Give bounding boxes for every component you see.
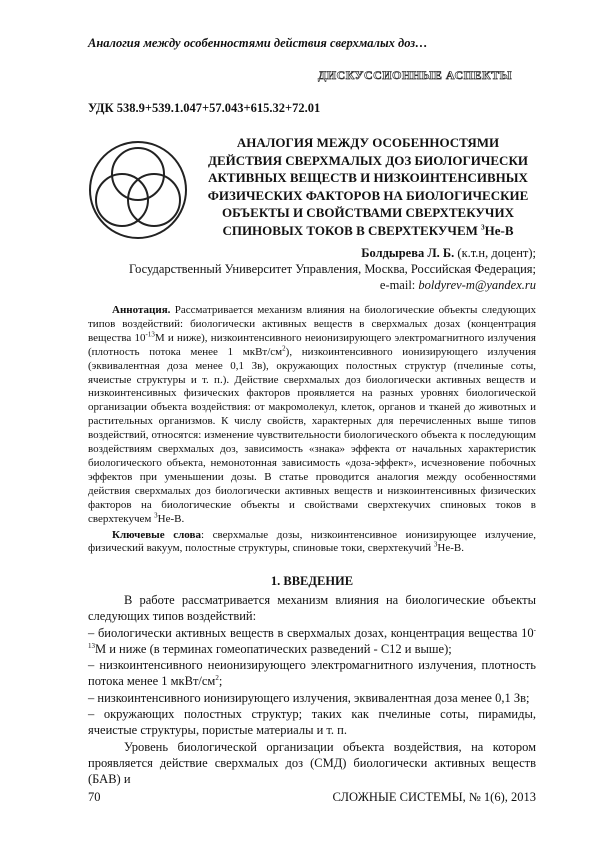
udk-code: УДК 538.9+539.1.047+57.043+615.32+72.01 [88,101,321,115]
author-affiliation: Государственный Университет Управления, Москва, Российская Федерация; [128,262,536,276]
body-text [88,592,536,788]
list-item: – окружающих полостных структур; таких как пчелиные соты, пирамиды, ячеистые структуры, пористые материалы и т. п. [88,707,536,738]
list-item: – низкоинтенсивного неионизирующего электромагнитного излучения, плотность потока менее 1 мкВт/$см^2$; [88,658,536,689]
journal-name: СЛОЖНЫЕ СИСТЕМЫ, № 1(6), 2013 [332,790,536,804]
author-line [88,245,536,261]
page-number: 70 [88,790,101,804]
author-email-line: e-mail: boldyrev-m@yandex.ru [379,278,536,292]
article-title: АНАЛОГИЯ МЕЖДУ ОСОБЕННОСТЯМИ ДЕЙСТВИЯ СВЕРХМАЛЫХ ДОЗ БИОЛОГИЧЕСКИ АКТИВНЫХ ВЕЩЕСТВ И НИЗКОИНТЕНСИВНЫХ ФИЗИЧЕСКИХ ФАКТОРОВ НА БИОЛОГИЧЕСКИЕ ОБЪЕКТЫ И СВОЙСТВАМИ СВЕРХТЕКУЧИХ СПИНОВЫХ ТОКОВ В СВЕРХТЕКУЧЕМ $^3$He-B [207,135,529,238]
paragraph: В работе рассматривается механизм влияния на биологические объекты следующих типов воздействий: [88,593,536,624]
abstract [88,304,536,556]
section-title-introduction: 1. ВВЕДЕНИЕ [270,574,354,588]
keywords: Ключевые слова: сверхмалые дозы, низкоинтенсивное ионизирующее излучение, физический вакуум, полостные структуры, спиновые токи, сверхтекучий $^3$Не-В. [88,528,536,555]
paragraph: Уровень биологической организации объекта воздействия, на котором проявляется действие сверхмалых доз (СМД) биологически активных веществ (БАВ) и [88,739,536,787]
section-heading: ДИСКУССИОННЫЕ АСПЕКТЫ [317,68,512,82]
list-item: – биологически активных веществ в сверхмалых дозах, концентрация вещества $10^{-13}М$ и ниже (в терминах гомеопатических разведений - С12 и выше); [88,625,536,656]
author-degree: (к.т.н, доцент); [454,246,536,260]
list-item: – низкоинтенсивного ионизирующего излучения, эквивалентная доза менее 0,1 Зв; [88,690,530,705]
circles-logo-icon [86,138,190,242]
author-name: Болдырева Л. Б. [361,246,455,260]
author-block [88,245,536,293]
running-head: Аналогия между особенностями действия сверхмалых доз… [88,36,428,50]
abstract-text: Аннотация. Рассматривается механизм влияния на биологические объекты следующих типов воздействий: биологически активных веществ в сверхмалых дозах (концентрация вещества $10^{-13}М$ и ниже), низкоинтенсивного неионизирующего электромагнитного излучения (плотность потока менее 1 мкВт/$см^2$), низкоинтенсивного ионизирующего излучения (эквивалентная доза менее 0,1 Зв), окружающих полостных структур (пчелиные соты, ячеистые структуры и т. п.). Действие сверхмалых доз биологически активных веществ и низкоинтенсивных физических факторов проявляется на разных уровнях биологической организации объекта воздействия: от макромолекул, клеток, органов и тканей до животных и растительных организмов. К числу свойств, характерных для перечисленных выше типов воздействий, относятся: изменение чувствительности биологического объекта к последующим воздействиям сверхмалых доз, зависимость «знака» эффекта от начальных характеристик биологического объекта, немонотонная зависимость «доза-эффект», исчезновение побочных эффектов при уменьшении дозы. В статье проводится аналогия между особенностями действия сверхмалых доз биологически активных веществ и низкоинтенсивных физических факторов на биологические объекты и свойствами сверхтекучих спиновых токов в сверхтекучем $^3$Не-В. [88,304,537,525]
author-email[interactable]: boldyrev-m@yandex.ru [418,278,536,292]
